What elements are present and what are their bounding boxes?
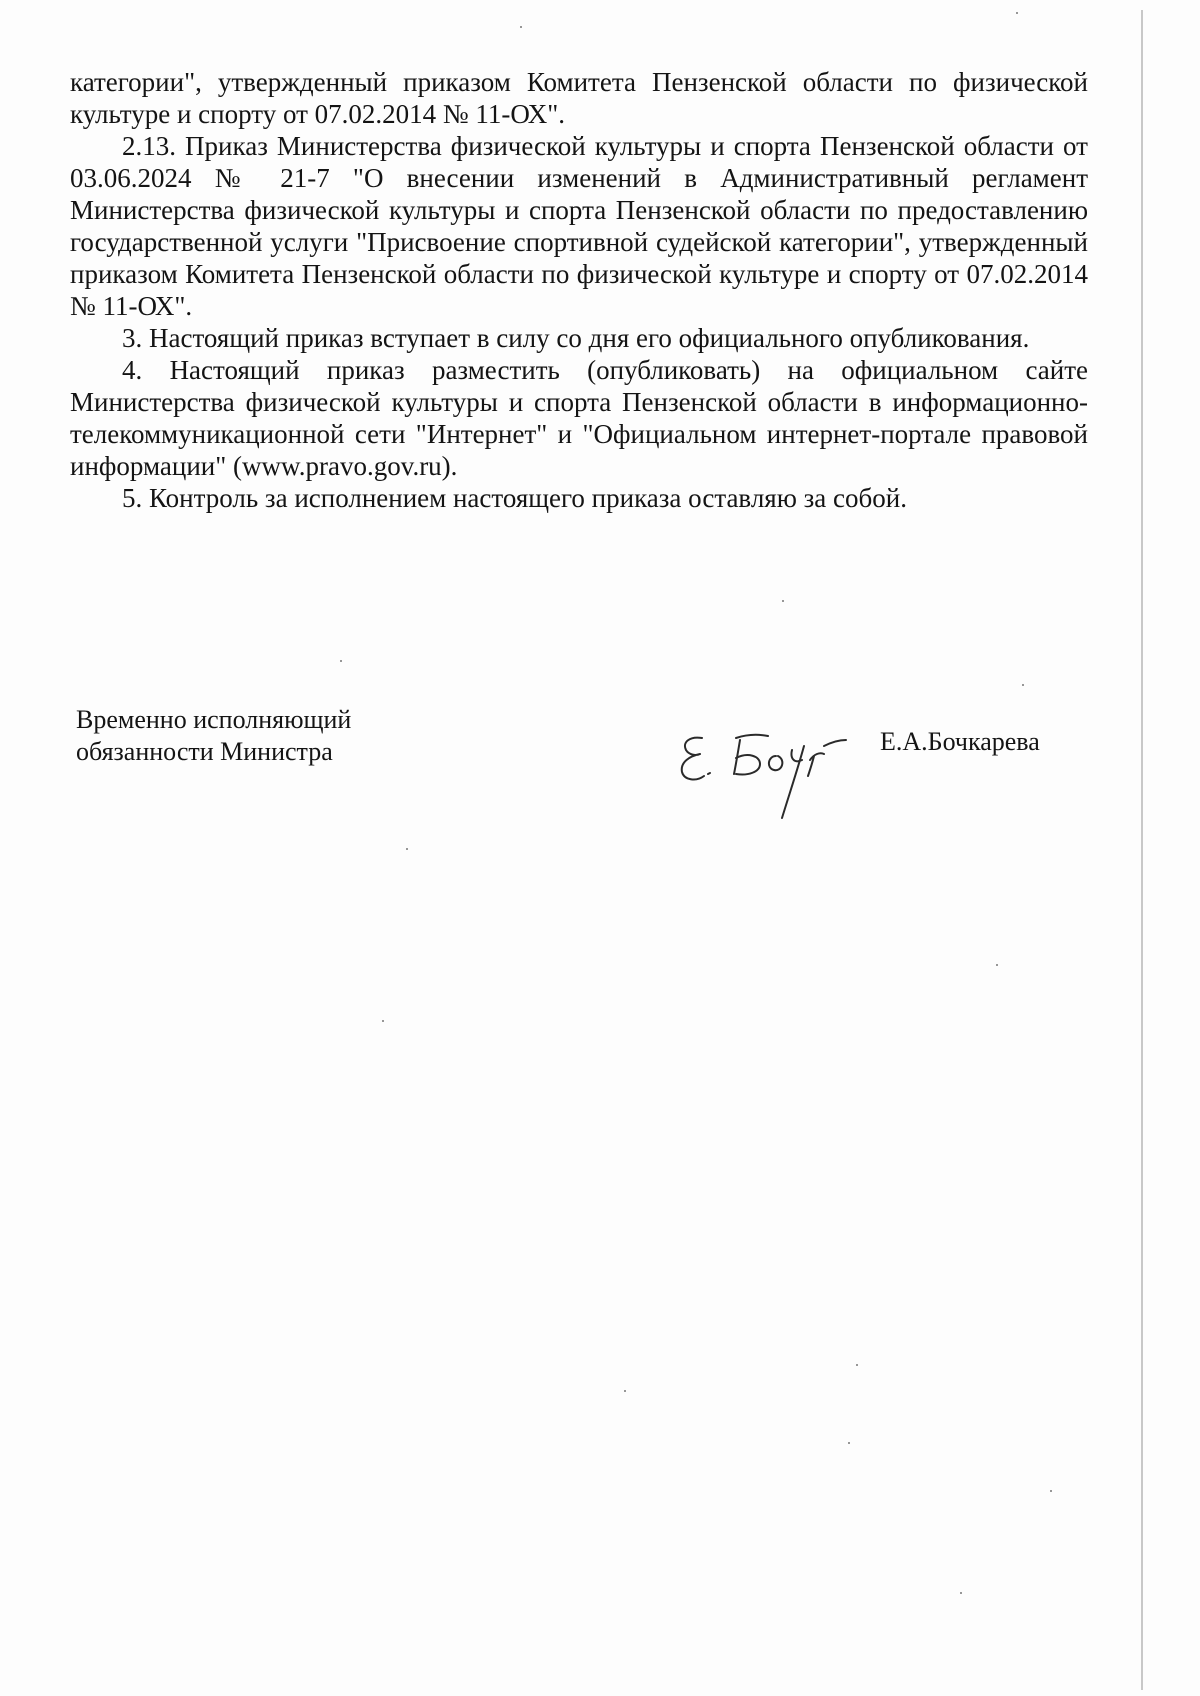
scan-speck xyxy=(1022,684,1024,686)
scan-speck xyxy=(960,1592,962,1594)
document-body xyxy=(70,66,1088,514)
paragraph-2-13: 2.13. Приказ Министерства физической культуры и спорта Пензенской области от 03.06.2024 № 21-7 "О внесении изменений в Административный регламент Министерства физической культуры и спорта Пензенской области по предоставлению государственной услуги "Присвоение спортивной судейской категории", утвержденный приказом Комитета Пензенской области по физической культуре и спорту от 07.02.2014 № 11-ОХ". xyxy=(70,131,1088,321)
signatory-title-line-1: Временно исполняющий xyxy=(76,705,352,734)
scan-speck xyxy=(520,26,522,28)
scan-speck xyxy=(340,660,342,662)
paragraph-4: 4. Настоящий приказ разместить (опубликовать) на официальном сайте Министерства физической культуры и спорта Пензенской области в информационно-телекоммуникационной сети "Интернет" и "Официальном интернет-портале правовой информации" (www.pravo.gov.ru). xyxy=(70,355,1088,481)
scan-speck xyxy=(996,964,998,966)
scan-speck xyxy=(624,1390,626,1392)
paragraph-5: 5. Контроль за исполнением настоящего приказа оставляю за собой. xyxy=(122,483,907,513)
signature-block xyxy=(76,704,1086,834)
scan-speck xyxy=(406,848,408,850)
paragraph-3: 3. Настоящий приказ вступает в силу со дня его официального опубликования. xyxy=(122,323,1030,353)
scan-speck xyxy=(1016,12,1018,14)
scan-speck xyxy=(1050,1490,1052,1492)
scan-speck xyxy=(382,1020,384,1022)
scan-speck xyxy=(856,1364,858,1366)
scan-speck xyxy=(782,600,784,602)
scan-edge-line xyxy=(1141,10,1143,1690)
signatory-title-line-2: обязанности Министра xyxy=(76,737,333,766)
handwritten-signature xyxy=(664,716,854,826)
signatory-title xyxy=(76,704,351,768)
signatory-name: Е.А.Бочкарева xyxy=(880,727,1040,756)
scan-speck xyxy=(848,1442,850,1444)
paragraph-continuation: категории", утвержденный приказом Комитета Пензенской области по физической культуре и спорту от 07.02.2014 № 11-ОХ". xyxy=(70,67,1088,129)
